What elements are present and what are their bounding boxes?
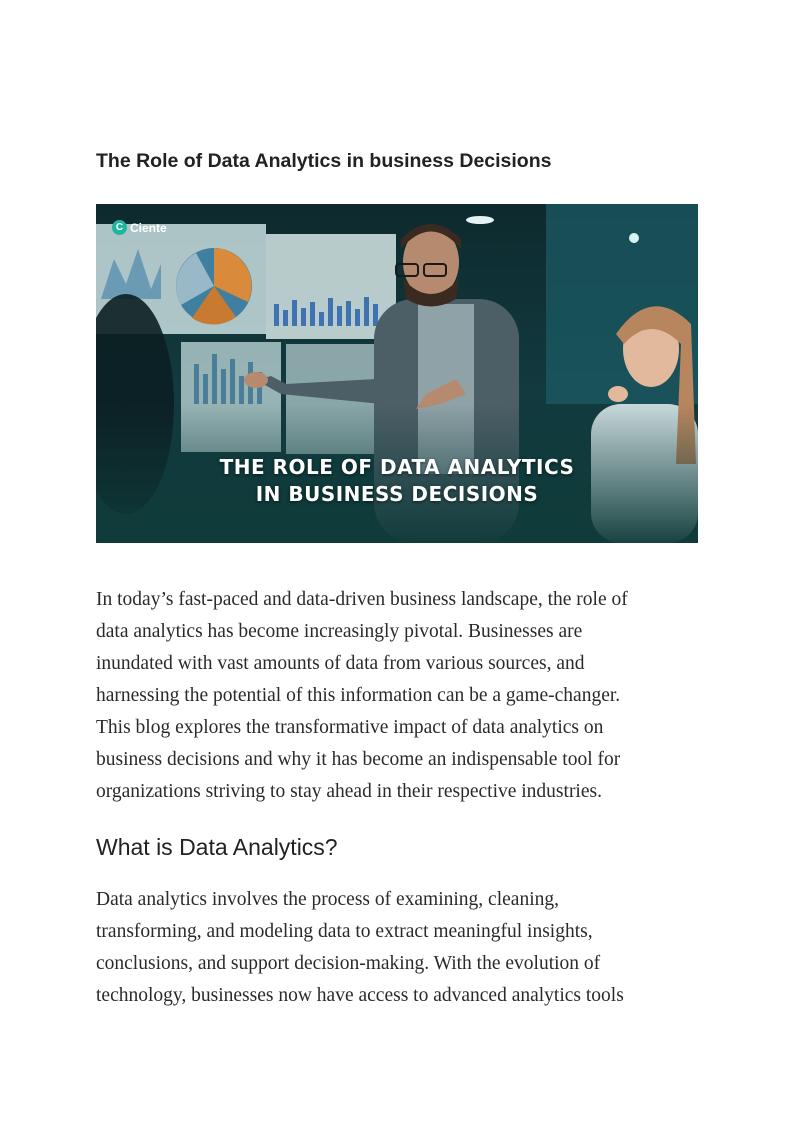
paragraph-line: conclusions, and support decision-making. With the evolution of bbox=[96, 953, 601, 974]
section-paragraph bbox=[96, 884, 706, 1012]
intro-paragraph bbox=[96, 584, 706, 808]
brand-logo-icon: C bbox=[112, 220, 127, 235]
hero-image bbox=[96, 204, 698, 543]
section-heading: What is Data Analytics? bbox=[96, 834, 338, 860]
paragraph-line: harnessing the potential of this information can be a game-changer. bbox=[96, 685, 621, 706]
hero-caption-line: THE ROLE OF DATA ANALYTICS bbox=[219, 455, 575, 479]
paragraph-line: data analytics has become increasingly pivotal. Businesses are bbox=[96, 621, 583, 642]
brand-logo bbox=[112, 220, 167, 235]
page-title: The Role of Data Analytics in business Decisions bbox=[96, 150, 552, 172]
paragraph-line: business decisions and why it has become an indispensable tool for bbox=[96, 749, 621, 770]
paragraph-line: technology, businesses now have access to advanced analytics tools bbox=[96, 985, 624, 1006]
paragraph-line: inundated with vast amounts of data from various sources, and bbox=[96, 653, 585, 674]
hero-caption-line: IN BUSINESS DECISIONS bbox=[255, 482, 539, 506]
brand-logo-text: Ciente bbox=[130, 220, 167, 235]
paragraph-line: In today’s fast-paced and data-driven business landscape, the role of bbox=[96, 589, 628, 610]
paragraph-line: Data analytics involves the process of examining, cleaning, bbox=[96, 889, 559, 910]
ceiling-light bbox=[466, 216, 494, 224]
paragraph-line: transforming, and modeling data to extract meaningful insights, bbox=[96, 921, 593, 942]
paragraph-line: This blog explores the transformative impact of data analytics on bbox=[96, 717, 604, 738]
hero-caption bbox=[96, 454, 698, 508]
paragraph-line: organizations striving to stay ahead in their respective industries. bbox=[96, 781, 602, 802]
